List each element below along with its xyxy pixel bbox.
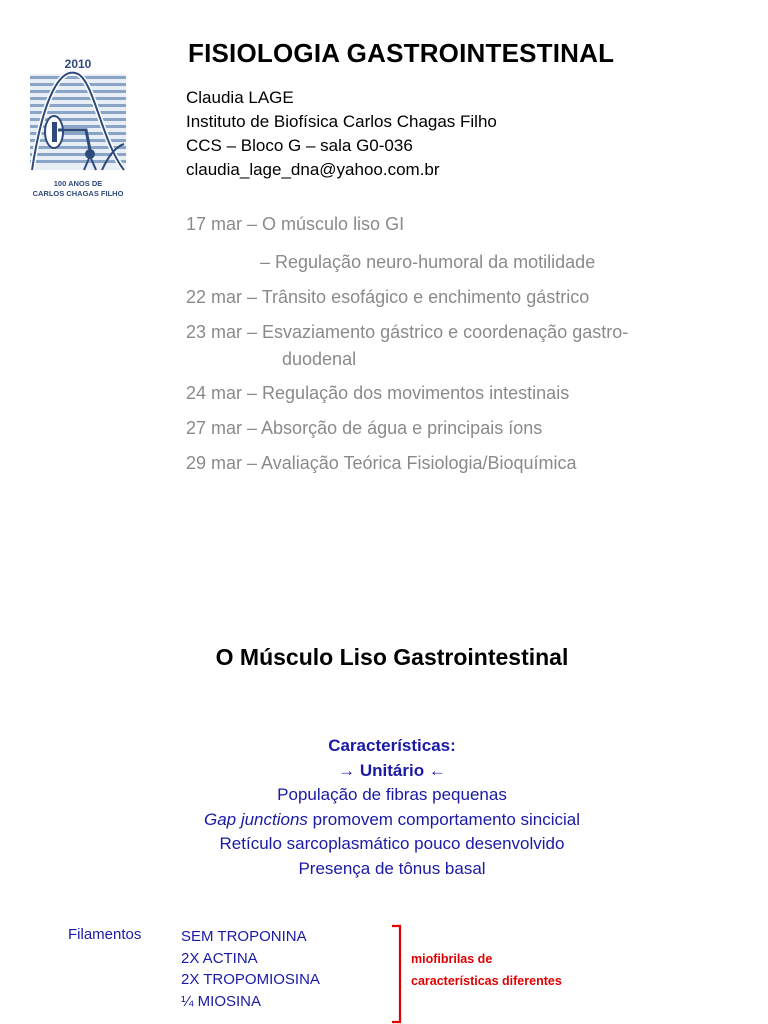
- filament-list: [181, 926, 320, 1012]
- filament-item: ¼ MIOSINA: [181, 992, 262, 1010]
- arrow-right-icon: →: [338, 760, 356, 780]
- logo-caption-line1: 100 ANOS DE: [53, 179, 103, 188]
- logo-emblem-icon: [24, 52, 132, 202]
- logo-stripes: [30, 74, 126, 170]
- characteristic-line: População de fibras pequenas: [277, 785, 507, 804]
- contact-name: Claudia LAGE: [186, 88, 294, 107]
- muscle-type: [0, 759, 768, 784]
- schedule-item: 17 mar – O músculo liso GI: [186, 214, 405, 234]
- centenary-logo: [24, 52, 132, 202]
- right-bracket-icon: [390, 924, 404, 1024]
- logo-year: 2010: [64, 57, 92, 71]
- filament-item: 2X TROPOMIOSINA: [181, 971, 320, 988]
- arrow-left-icon: ←: [428, 760, 446, 780]
- characteristic-line: Presença de tônus basal: [298, 858, 486, 878]
- schedule-item: 27 mar – Absorção de água e principais íons: [186, 418, 543, 438]
- muscle-type-label: Unitário: [359, 760, 425, 780]
- logo-caption-line2: CARLOS CHAGAS FILHO: [32, 189, 124, 198]
- characteristic-line: [0, 808, 768, 833]
- schedule-item-continuation: duodenal: [282, 349, 357, 369]
- miofibrils-note-line2: características diferentes: [411, 974, 562, 988]
- contact-block: [186, 86, 497, 182]
- filament-item: SEM TROPONINA: [181, 928, 307, 945]
- contact-institute: Instituto de Biofísica Carlos Chagas Filho: [186, 112, 497, 131]
- gap-junctions-description: promovem comportamento sincicial: [307, 809, 581, 829]
- schedule-item: 23 mar – Esvaziamento gástrico e coordenação gastro-: [186, 322, 629, 342]
- characteristics-block: [0, 734, 768, 881]
- slide-title: O Músculo Liso Gastrointestinal: [215, 644, 569, 670]
- contact-email: claudia_lage_dna@yahoo.com.br: [186, 160, 440, 179]
- contact-location: CCS – Bloco G – sala G0-036: [186, 136, 413, 155]
- schedule-item: 22 mar – Trânsito esofágico e enchimento gástrico: [186, 287, 590, 307]
- filament-item: 2X ACTINA: [181, 949, 258, 967]
- filaments-label: Filamentos: [68, 926, 142, 943]
- characteristic-line: Retículo sarcoplasmático pouco desenvolvido: [219, 834, 565, 853]
- miofibrils-note: [411, 948, 562, 992]
- characteristics-heading: Características:: [328, 736, 456, 755]
- schedule-item: 29 mar – Avaliação Teórica Fisiologia/Bioquímica: [186, 453, 577, 473]
- schedule-item: 24 mar – Regulação dos movimentos intestinais: [186, 383, 570, 403]
- course-title: FISIOLOGIA GASTROINTESTINAL: [188, 38, 615, 68]
- schedule-item: – Regulação neuro-humoral da motilidade: [260, 252, 596, 272]
- miofibrils-note-line1: miofibrilas de: [411, 952, 493, 966]
- gap-junctions-term: Gap junctions: [203, 809, 308, 829]
